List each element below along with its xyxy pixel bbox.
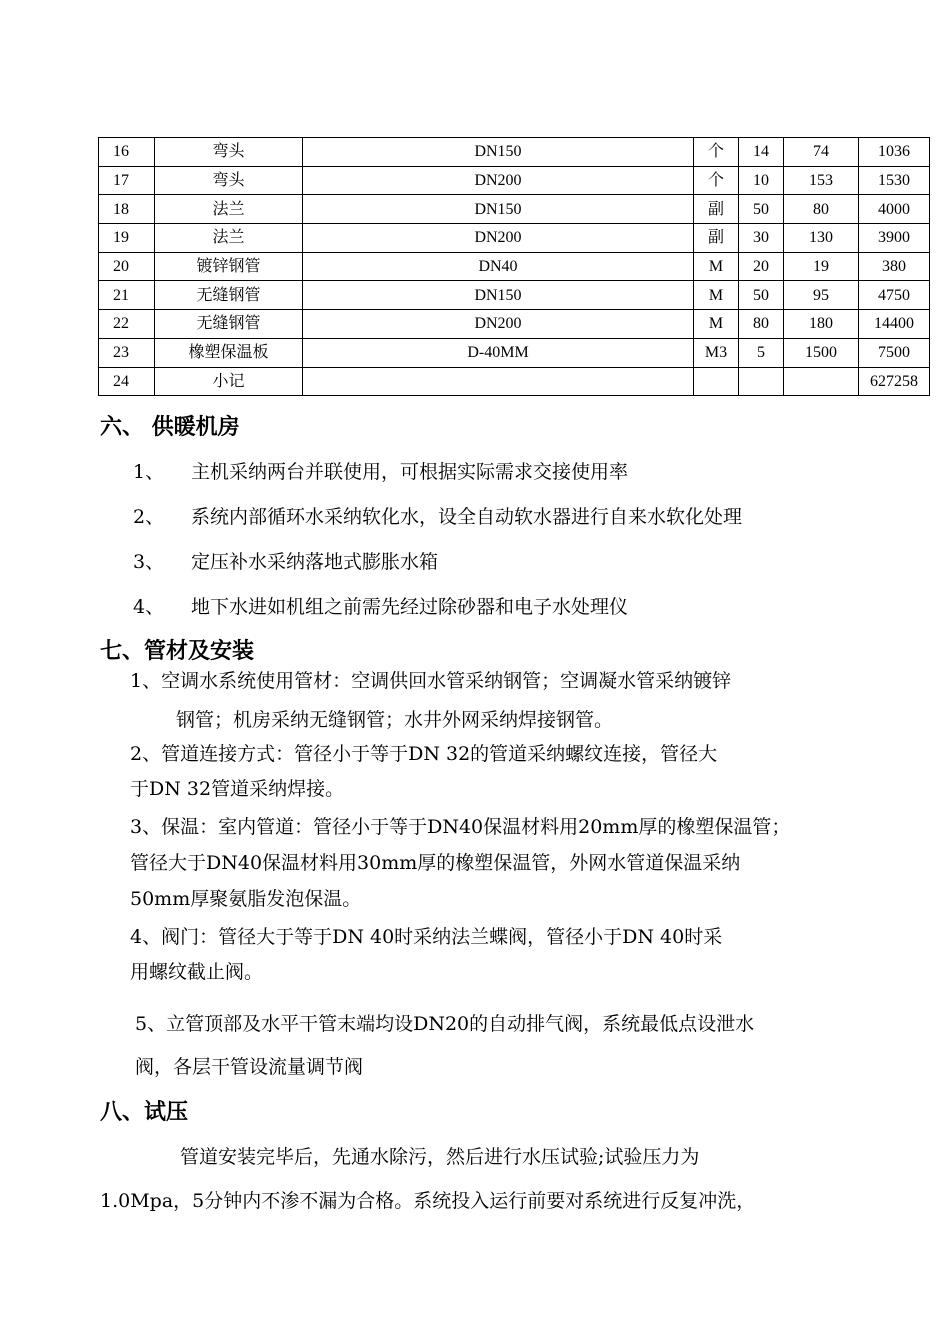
- section-8-heading: 八、试压: [100, 1099, 189, 1125]
- row-number: 23: [99, 338, 155, 367]
- s6-item-4-text: 地下水进如机组之前需先经过除砂器和电子水处理仪: [191, 596, 629, 618]
- item-unit-price: 1500: [784, 338, 859, 367]
- table-row: [99, 166, 930, 195]
- row-number: 19: [99, 224, 155, 253]
- table-row: [99, 138, 930, 167]
- s7-line-4: 于DN 32管道采纳焊接。: [130, 778, 345, 800]
- item-unit-price: 19: [784, 252, 859, 281]
- s7-line-5: 3、保温：室内管道：管径小于等于DN40保温材料用20mm厚的橡塑保温管；: [130, 816, 791, 838]
- item-total: 4000: [859, 195, 930, 224]
- table-row: [99, 367, 930, 396]
- s7-line-10: 5、立管顶部及水平干管末端均设DN20的自动排气阀，系统最低点设泄水: [135, 1013, 755, 1035]
- item-total: 7500: [859, 338, 930, 367]
- section-6-heading: 六、 供暖机房: [100, 414, 240, 440]
- s6-item-2-num: 2、: [133, 506, 165, 528]
- item-quantity: 14: [739, 138, 784, 167]
- table-row: [99, 195, 930, 224]
- item-spec: DN150: [303, 281, 694, 310]
- item-spec: DN40: [303, 252, 694, 281]
- item-name: 弯头: [155, 138, 303, 167]
- item-unit-price: 95: [784, 281, 859, 310]
- s6-item-3-num: 3、: [133, 551, 165, 573]
- item-spec: DN150: [303, 138, 694, 167]
- item-total: 14400: [859, 310, 930, 339]
- item-total: 4750: [859, 281, 930, 310]
- item-quantity: [739, 367, 784, 396]
- item-name: 镀锌钢管: [155, 252, 303, 281]
- item-quantity: 30: [739, 224, 784, 253]
- item-name: 橡塑保温板: [155, 338, 303, 367]
- item-total: 1530: [859, 166, 930, 195]
- item-unit: M3: [694, 338, 739, 367]
- item-name: 无缝钢管: [155, 281, 303, 310]
- item-quantity: 5: [739, 338, 784, 367]
- item-unit-price: 153: [784, 166, 859, 195]
- item-unit: 副: [694, 224, 739, 253]
- item-unit: 个: [694, 138, 739, 167]
- table-row: [99, 224, 930, 253]
- s6-item-4-num: 4、: [133, 596, 165, 618]
- s7-line-8: 4、阀门：管径大于等于DN 40时采纳法兰蝶阀，管径小于DN 40时采: [130, 926, 723, 948]
- s6-item-3-text: 定压补水采纳落地式膨胀水箱: [191, 551, 439, 573]
- s7-line-7: 50mm厚聚氨脂发泡保温。: [130, 888, 362, 910]
- item-name: 弯头: [155, 166, 303, 195]
- item-spec: DN150: [303, 195, 694, 224]
- table-row: [99, 281, 930, 310]
- row-number: 17: [99, 166, 155, 195]
- s7-line-6: 管径大于DN40保温材料用30mm厚的橡塑保温管，外网水管道保温采纳: [130, 852, 741, 874]
- item-spec: DN200: [303, 310, 694, 339]
- item-spec: [303, 367, 694, 396]
- item-total: 3900: [859, 224, 930, 253]
- item-unit: [694, 367, 739, 396]
- item-unit: 副: [694, 195, 739, 224]
- item-unit-price: 130: [784, 224, 859, 253]
- item-total: 1036: [859, 138, 930, 167]
- item-unit: 个: [694, 166, 739, 195]
- item-unit-price: 180: [784, 310, 859, 339]
- section-7-heading: 七、管材及安装: [100, 638, 255, 664]
- item-spec: DN200: [303, 224, 694, 253]
- s7-line-1: 1、空调水系统使用管材：空调供回水管采纳钢管；空调凝水管采纳镀锌: [130, 670, 732, 692]
- item-total: 627258: [859, 367, 930, 396]
- s7-line-3: 2、管道连接方式：管径小于等于DN 32的管道采纳螺纹连接，管径大: [130, 743, 718, 765]
- item-unit-price: [784, 367, 859, 396]
- table-row: [99, 252, 930, 281]
- row-number: 20: [99, 252, 155, 281]
- item-quantity: 10: [739, 166, 784, 195]
- item-spec: DN200: [303, 166, 694, 195]
- s7-line-9: 用螺纹截止阀。: [130, 961, 264, 983]
- table-row: [99, 338, 930, 367]
- s6-item-2-text: 系统内部循环水采纳软化水，设全自动软水器进行自来水软化处理: [191, 506, 743, 528]
- row-number: 18: [99, 195, 155, 224]
- s6-item-1-text: 主机采纳两台并联使用，可根据实际需求交接使用率: [191, 461, 629, 483]
- row-number: 22: [99, 310, 155, 339]
- s8-line-2: 1.0Mpa，5分钟内不渗不漏为合格。系统投入运行前要对系统进行反复冲洗，: [100, 1190, 756, 1212]
- item-name: 无缝钢管: [155, 310, 303, 339]
- item-unit-price: 74: [784, 138, 859, 167]
- item-name: 小记: [155, 367, 303, 396]
- s8-line-1: 管道安装完毕后，先通水除污，然后进行水压试验;试验压力为: [180, 1146, 700, 1168]
- row-number: 24: [99, 367, 155, 396]
- s7-line-2: 钢管；机房采纳无缝钢管；水井外网采纳焊接钢管。: [176, 709, 614, 731]
- item-name: 法兰: [155, 195, 303, 224]
- item-name: 法兰: [155, 224, 303, 253]
- item-unit: M: [694, 281, 739, 310]
- s6-item-1-num: 1、: [133, 461, 165, 483]
- item-unit-price: 80: [784, 195, 859, 224]
- materials-table: [98, 137, 930, 396]
- item-spec: D-40MM: [303, 338, 694, 367]
- item-quantity: 80: [739, 310, 784, 339]
- s7-line-11: 阀，各层干管设流量调节阀: [135, 1056, 364, 1078]
- item-quantity: 50: [739, 195, 784, 224]
- item-unit: M: [694, 310, 739, 339]
- item-unit: M: [694, 252, 739, 281]
- row-number: 21: [99, 281, 155, 310]
- table-row: [99, 310, 930, 339]
- item-quantity: 20: [739, 252, 784, 281]
- item-quantity: 50: [739, 281, 784, 310]
- item-total: 380: [859, 252, 930, 281]
- row-number: 16: [99, 138, 155, 167]
